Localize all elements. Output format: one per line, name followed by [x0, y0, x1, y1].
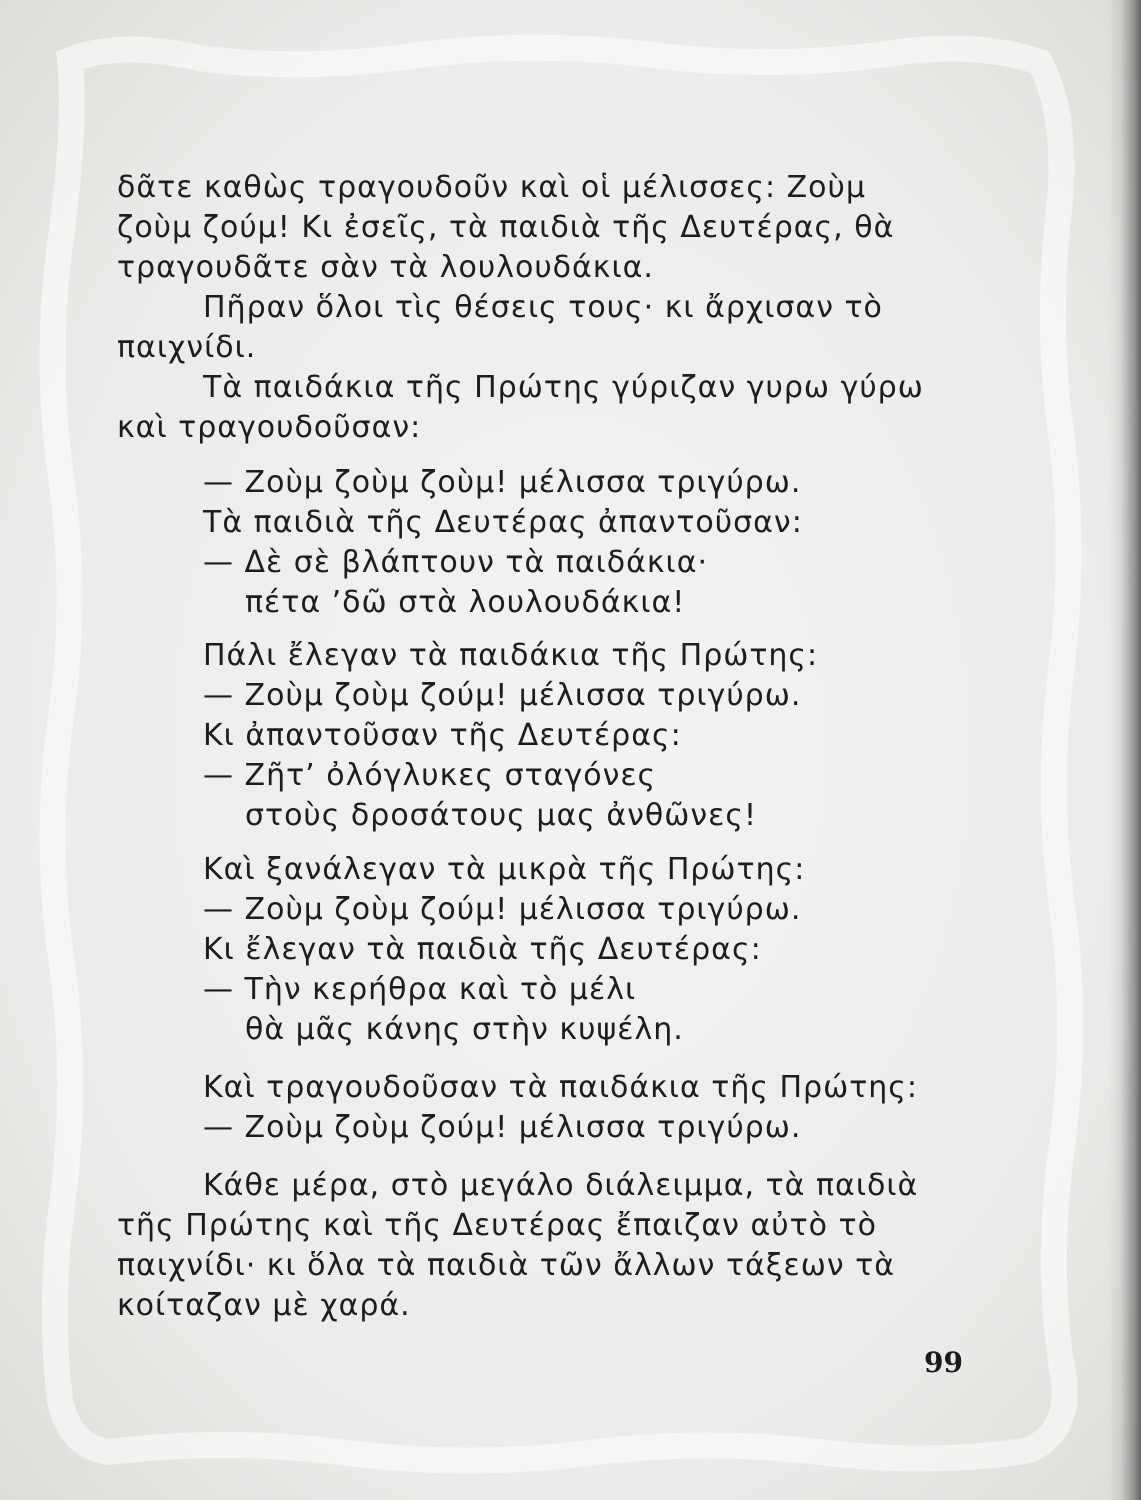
text-line: Τὰ παιδιὰ τῆς Δευτέρας ἀπαντοῦσαν:	[203, 505, 803, 540]
text-line: τραγουδᾶτε σὰν τὰ λουλουδάκια.	[117, 250, 654, 285]
text-line: — Ζοὺμ ζοὺμ ζοὺμ! μέλισσα τριγύρω.	[203, 465, 802, 500]
text-line: δᾶτε καθὼς τραγουδοῦν καὶ οἱ μέλισσες: Ζοὺμ	[117, 170, 866, 205]
text-line: Καὶ ξανάλεγαν τὰ μικρὰ τῆς Πρώτης:	[203, 852, 806, 887]
text-line: — Δὲ σὲ βλάπτουν τὰ παιδάκια·	[203, 545, 709, 580]
text-line: κοίταζαν μὲ χαρά.	[117, 1288, 411, 1323]
text-line: τῆς Πρώτης καὶ τῆς Δευτέρας ἔπαιζαν αὐτὸ τὸ	[117, 1208, 877, 1243]
text-line: — Ζοὺμ ζοὺμ ζούμ! μέλισσα τριγύρω.	[203, 678, 802, 713]
text-line: Καὶ τραγουδοῦσαν τὰ παιδάκια τῆς Πρώτης:	[203, 1070, 918, 1105]
text-line: θὰ μᾶς κάνης στὴν κυψέλη.	[245, 1012, 684, 1047]
text-line: Κι ἀπαντοῦσαν τῆς Δευτέρας:	[203, 718, 682, 753]
text-line: — Ζοὺμ ζοὺμ ζούμ! μέλισσα τριγύρω.	[203, 1110, 802, 1145]
text-line: Κι ἔλεγαν τὰ παιδιὰ τῆς Δευτέρας:	[203, 932, 762, 967]
text-line: παιχνίδι· κι ὅλα τὰ παιδιὰ τῶν ἄλλων τάξεων τὰ	[117, 1248, 895, 1283]
page-number: 99	[924, 1346, 963, 1379]
text-line: — Τὴν κερήθρα καὶ τὸ μέλι	[203, 972, 637, 1007]
text-line: Πῆραν ὅλοι τὶς θέσεις τους· κι ἄρχισαν τὸ	[203, 290, 883, 325]
text-line: στοὺς δροσάτους μας ἀνθῶνες!	[245, 798, 758, 833]
text-line: παιχνίδι.	[117, 330, 257, 365]
text-line: ζοὺμ ζούμ! Κι ἐσεῖς, τὰ παιδιὰ τῆς Δευτέρας, θὰ	[117, 210, 895, 245]
text-line: — Ζῆτ’ ὀλόγλυκες σταγόνες	[203, 758, 657, 793]
text-line: — Ζοὺμ ζοὺμ ζούμ! μέλισσα τριγύρω.	[203, 892, 802, 927]
text-line: καὶ τραγουδοῦσαν:	[117, 410, 422, 445]
text-line: Τὰ παιδάκια τῆς Πρώτης γύριζαν γυρω γύρω	[203, 370, 924, 405]
text-line: Πάλι ἔλεγαν τὰ παιδάκια τῆς Πρώτης:	[203, 638, 819, 673]
text-line: πέτα ’δῶ στὰ λουλουδάκια!	[245, 585, 686, 620]
text-line: Κάθε μέρα, στὸ μεγάλο διάλειμμα, τὰ παιδιὰ	[203, 1168, 919, 1203]
